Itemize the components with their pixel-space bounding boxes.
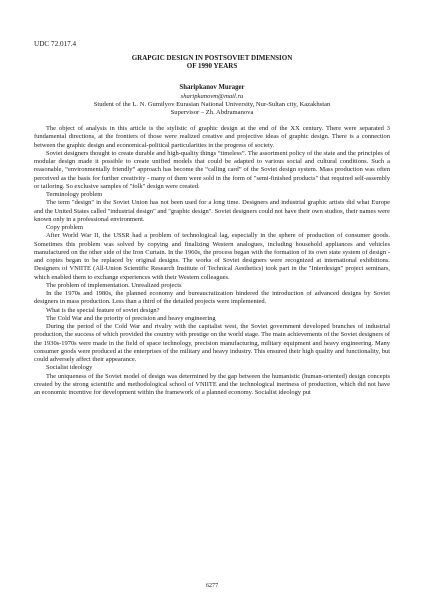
supervisor: Supervisor – Zh. Abdramanova bbox=[170, 109, 254, 116]
paragraph: The term "design" in the Soviet Union has not been used for a long time. Designers and industrial graphic artists did what Europe and the United States called "industrial design" and "graphic design". Soviet designers could not have their own studios, their names were known only in a professional environment. bbox=[34, 199, 390, 223]
udc-code: UDC 72.017.4 bbox=[34, 40, 77, 48]
paragraph: Soviet designers thought to create durable and high-quality things “timeless”. The assortment policy of the state and the principles of modular design made it possible to create unified models that could be adapted to various social and cultural conditions. Such a reasonable, “environmentally friendly” approach has become the “calling card” of the Soviet design system. Mass production was often perceived as the basis for further creativity - many of them were sold in the form of "semi-finished products" that required self-assembly or tailoring. So exclusive samples of "folk" design were created. bbox=[34, 149, 390, 190]
article-body bbox=[34, 125, 390, 397]
paragraph: After World War II, the USSR had a problem of technological lag, especially in the sphere of production of consumer goods. Sometimes this problem was solved by copying and finalizing Western analogues, including household appliances and vehicles manufactured on the other side of the Iron Curtain. In the 1960s, the process began with the formation of its own state system of design - and copies began to be replaced by original designs. The works of Soviet designers were recognized at international exhibitions. Designers of VNIITE (All-Union Scientific Research Institute of Technical Aesthetics) took part in the "Interdesign" project seminars, which enabled them to exchange experiences with their Western colleagues. bbox=[34, 232, 390, 281]
section-heading: The problem of implementation. Unrealized projects bbox=[46, 281, 182, 289]
paragraph: The object of analysis in this article is the stylistic of graphic design at the end of the XX century. There were separated 3 fundamental directions, at the frontiers of those were realized creative and projective ideas of graphic design. There is a connection between the graphic design and economical-political particularities in the progress of society. bbox=[34, 125, 390, 149]
page-number: 6277 bbox=[205, 582, 219, 589]
section-heading: Copy problem bbox=[46, 224, 84, 231]
author-name: Sharipkanov Murager bbox=[179, 84, 245, 91]
paragraph: The uniqueness of the Soviet model of design was determined by the gap between the humanistic (human-oriented) design concepts created by the strong scientific and methodological school of VNIITE and the technological inertness of production, which did not have an economic incentive for development within the framework of a planned economy. Socialist ideology put bbox=[34, 372, 390, 396]
paragraph: During the period of the Cold War and rivalry with the capitalist west, the Soviet government developed branches of industrial production, the success of which provided the country with prestige on the world stage. The main achievements of the Soviet designers of the 1930s-1970s were made in the field of space technology, precision manufacturing, military equipment and heavy engineering. Many consumer goods were produced at the enterprises of the military and heavy industry. This ensured their high quality and functionality, but could adversely affect their appearance. bbox=[34, 323, 390, 363]
section-heading: Terminology problem bbox=[46, 191, 103, 198]
section-heading: What is the special feature of soviet design? bbox=[46, 306, 160, 314]
author-email: sharipkanovm@mail.ru bbox=[180, 93, 244, 100]
paragraph: In the 1970s and 1980s, the planned economy and bureaucratization hindered the introduction of advanced designs by Soviet designers in mass production. Less than a third of the detailed projects were implemented. bbox=[34, 290, 390, 306]
section-heading: The Cold War and the priority of precision and heavy engineering bbox=[46, 314, 216, 322]
section-heading: Socialist ideology bbox=[46, 364, 93, 372]
article-title-line-2: OF 1990 YEARS bbox=[186, 62, 238, 70]
article-title-line-1: GRAPGIC DESIGN IN POSTSOVIET DIMENSION bbox=[131, 54, 293, 62]
author-affiliation: Student of the L. N. Gumilyov Eurasian National University, Nur-Sultan city, Kazakhstan bbox=[93, 101, 331, 108]
